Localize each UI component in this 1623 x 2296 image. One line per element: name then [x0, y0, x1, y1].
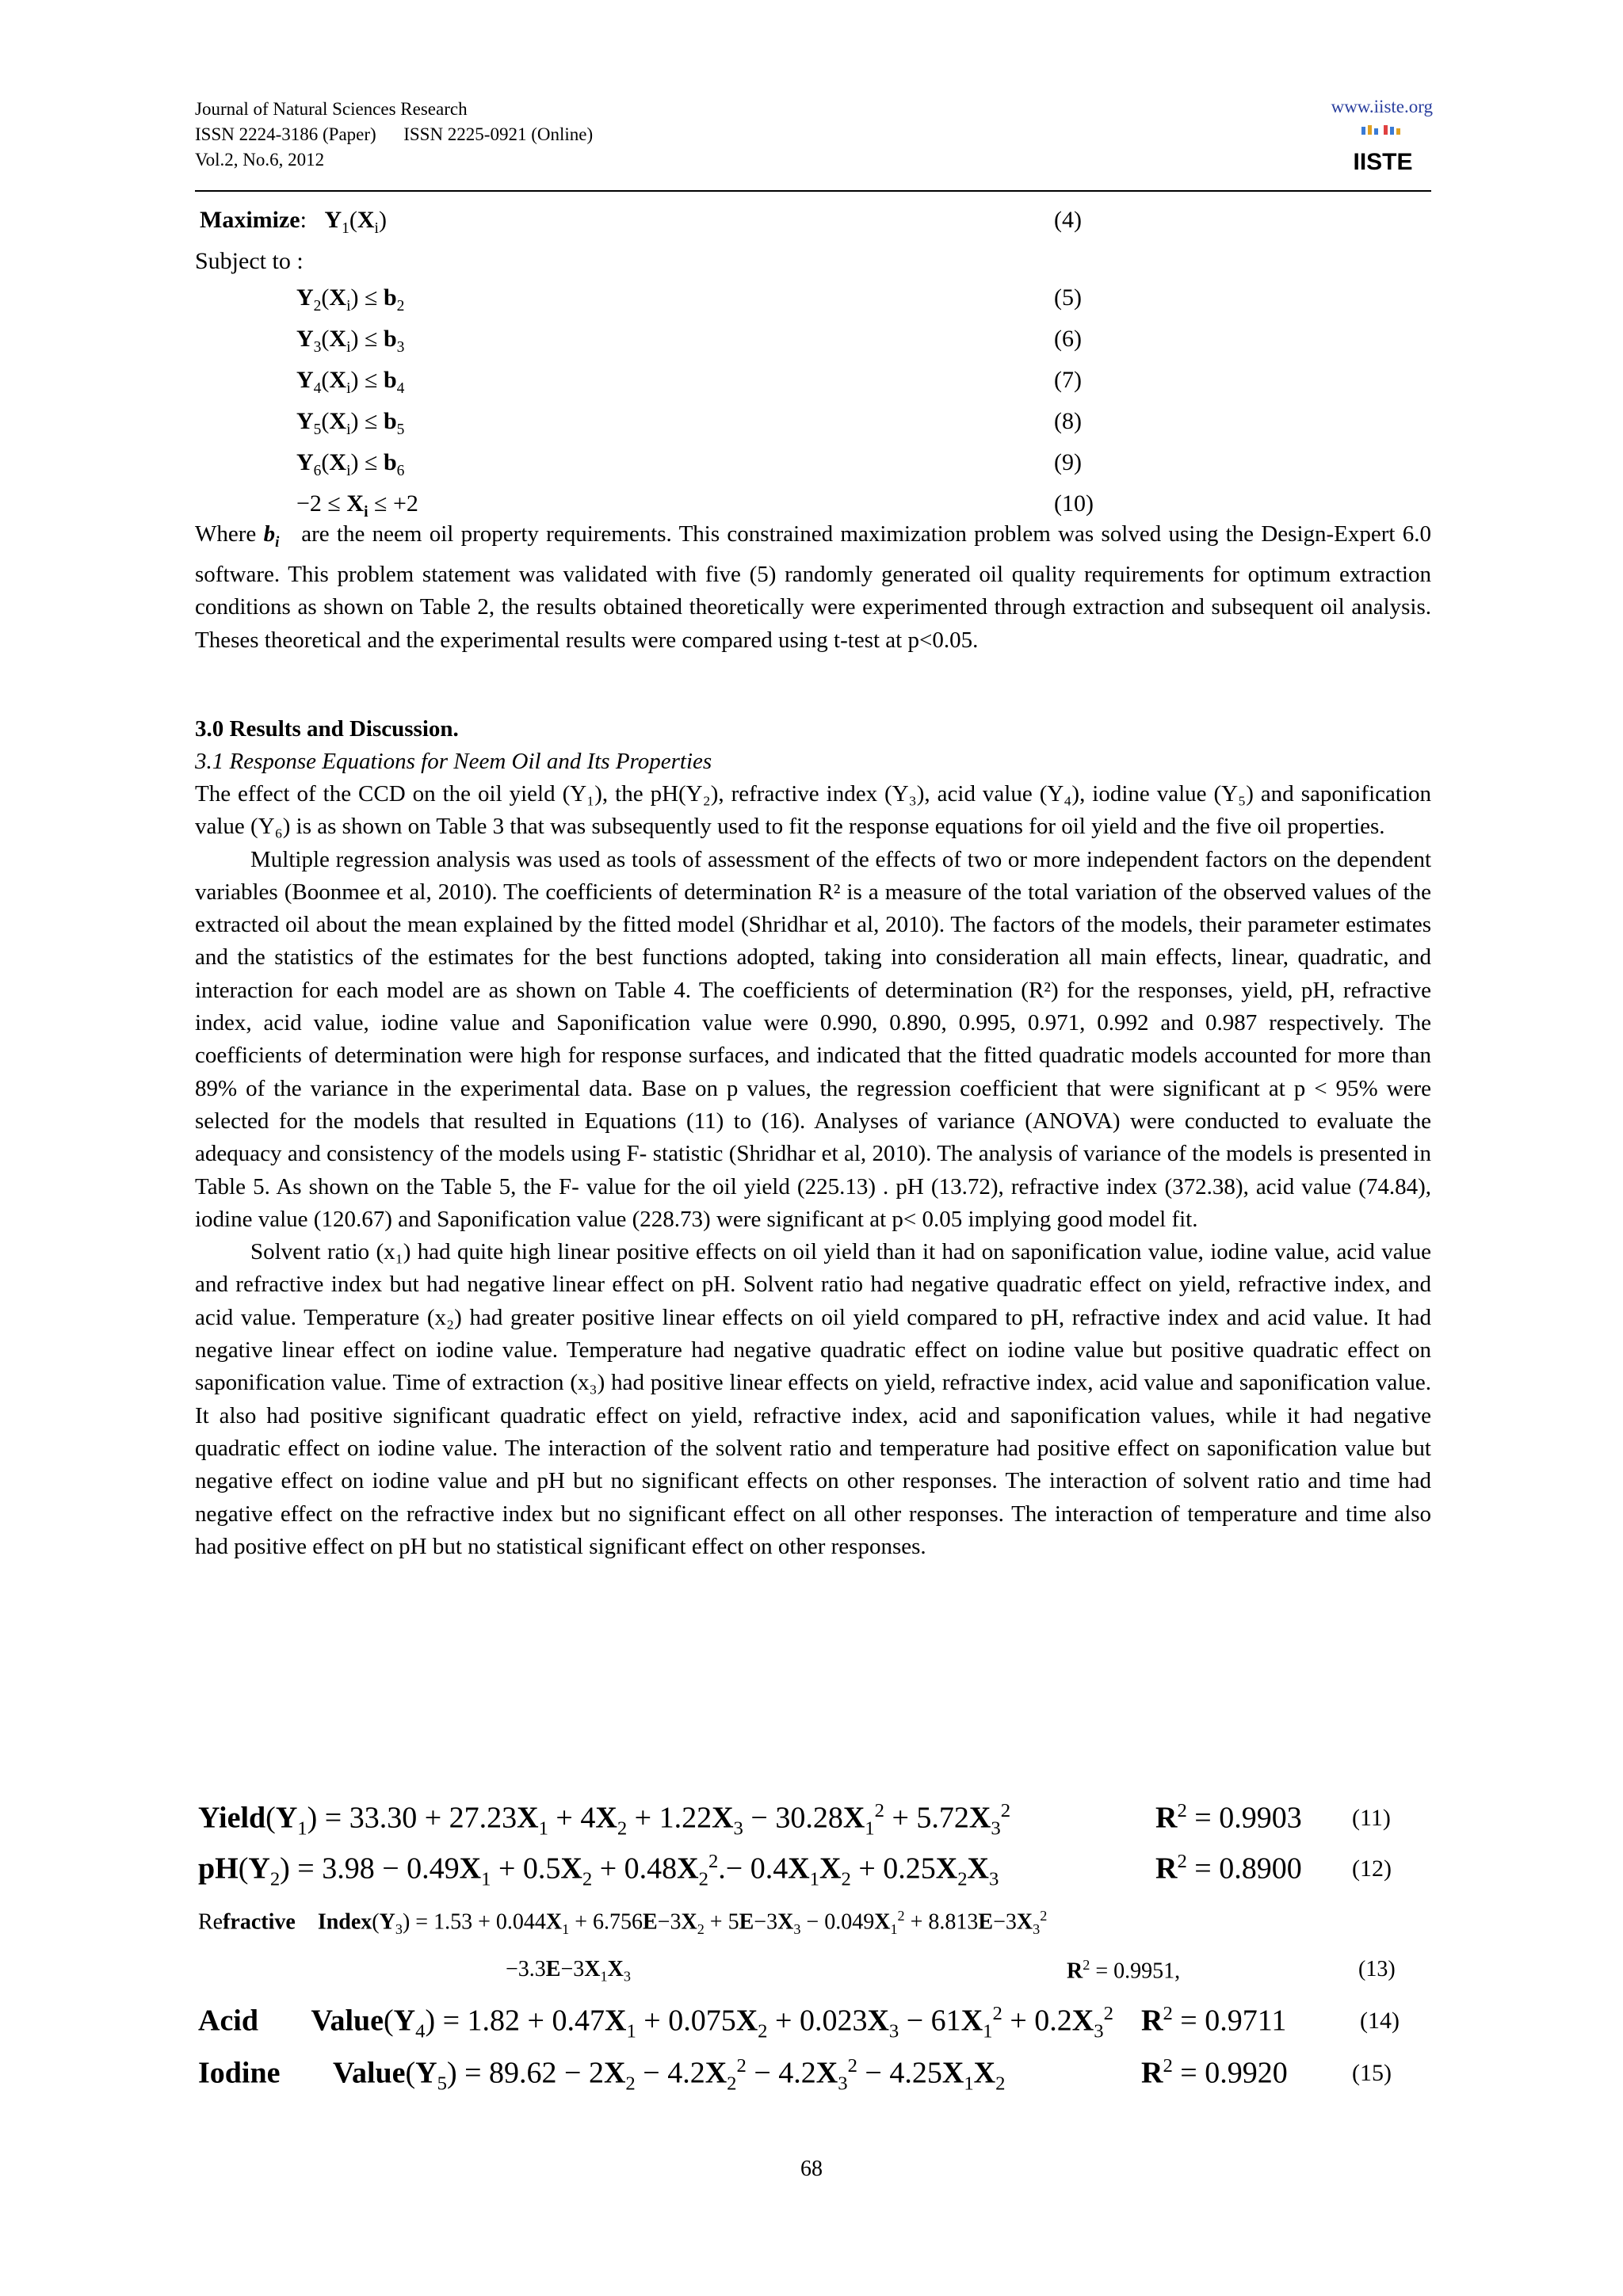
journal-header [195, 97, 593, 173]
constraint-y4: $Y_4(X_i) \le b_4$ (7) [296, 367, 1082, 397]
iiste-logo [1353, 124, 1413, 176]
section-title: 3.0 Results and Discussion. [195, 716, 459, 742]
paragraph-3: Solvent ratio (x₁) had quite high linear positive effects on oil yield than it had on saponification value, iodine value, acid value and refractive index but had negative linear effect on pH. Solvent ratio had negative quadratic effect on yield, refractive index, and acid value. Temperature (x₂) had greater positive linear effects on oil yield compared to pH, refractive index and acid value. It had negative linear effect on iodine value. Temperature had negative quadratic effect on iodine value but positive quadratic effect on saponification value. Time of extraction (x₃) had positive linear effects on yield, refractive index, acid value and saponification value. It also had positive significant quadratic effect on yield, refractive index, acid and saponification values, while it had negative quadratic effect on iodine value. The interaction of the solvent ratio and temperature had positive effect on saponification value but negative effect on iodine value and pH but no significant effects on other responses. The interaction of solvent ratio and time had negative effect on the refractive index but no significant effect on all other responses. The interaction of temperature and time also had positive effect on pH but no statistical significant effect on other responses. [195, 1239, 1431, 1559]
subsection-title: 3.1 Response Equations for Neem Oil and Its Properties [195, 749, 712, 774]
constraint-y3: $Y_3(X_i) \le b_3$ (6) [296, 326, 1082, 356]
subject-to-label: Subject to : [195, 248, 304, 274]
constraint-y2: $Y_2(X_i) \le b_2$ (5) [296, 284, 1082, 315]
constraint-xi-range: $-2 \le X_i \le +2$ (10) [296, 490, 1094, 521]
volume-info: Vol.2, No.6, 2012 [195, 150, 325, 170]
paragraph-2: Multiple regression analysis was used as tools of assessment of the effects of two or more independent factors on the dependent variables (Boonmee et al, 2010). The coefficients of determination R² is a measure of the total variation of the observed values of the extracted oil about the mean explained by the fitted model (Shridhar et al, 2010). The factors of the models, their parameter estimates and the statistics of the estimates for the best functions adopted, taking into consideration all main effects, linear, quadratic, and interaction for each model are as shown on Table 4. The coefficients of determination (R²) for the responses, yield, pH, refractive index, acid value, iodine value and Saponification value were 0.990, 0.890, 0.995, 0.971, 0.992 and 0.987 respectively. The coefficients of determination were high for response surfaces, and indicated that the fitted quadratic models accounted for more than 89% of the variance in the experimental data. Base on p values, the regression coefficient that were significant at p < 95% were selected for the models that resulted in Equations (11) to (16). Analyses of variance (ANOVA) were conducted to evaluate the adequacy and consistency of the models using F- statistic (Shridhar et al, 2010). The analysis of variance of the models is presented in Table 5. As shown on the Table 5, the F- value for the oil yield (225.13) . pH (13.72), refractive index (372.38), acid value (74.84), iodine value (120.67) and Saponification value (228.73) were significant at p< 0.05 implying good model fit. [195, 846, 1431, 1232]
paragraph-1: The effect of the CCD on the oil yield (Y₁), the pH(Y₂), refractive index (Y₃), acid value (Y₄), iodine value (Y₅) and saponification value (Y₆) is as shown on Table 3 that was subsequently used to fit the response equations for oil yield and the five oil properties. [195, 781, 1431, 840]
constraint-y5: $Y_5(X_i) \le b_5$ (8) [296, 408, 1082, 438]
equation-12: $pH(Y_2) = 3.98 - 0.49X_1 + 0.5X_2 + 0.48X_2^2.- 0.4X_1X_2 + 0.25X_2X_3$ $R^2 = 0.8900$ (12) [198, 1851, 1392, 1890]
equation-13: Refractive $Index(Y_3) = 1.53 + 0.044X_1 + 6.756E-3X_2 + 5E-3X_3 - 0.049X_1^2 + 8.813E-3X_3^2$ [198, 1908, 1048, 1937]
page-number: 68 [800, 2157, 823, 2181]
equation-15: Iodine $Value(Y_5) = 89.62 - 2X_2 - 4.2X_2^2 - 4.2X_3^2 - 4.25X_1X_2$ $R^2 = 0.9920$ (15) [198, 2055, 1392, 2095]
equation-11: $Yield(Y_1) = 33.30 + 27.23X_1 + 4X_2 + 1.22X_3 - 30.28X_1^2 + 5.72X_3^2$ $R^2 = 0.9903$ (11) [198, 1800, 1391, 1840]
issn-online: ISSN 2225-0921 (Online) [403, 124, 594, 144]
issn-paper: ISSN 2224-3186 (Paper) [195, 124, 376, 144]
journal-name: Journal of Natural Sciences Research [195, 99, 468, 119]
body-paragraphs [195, 778, 1431, 1563]
logo-wordmark: IISTE [1353, 149, 1413, 175]
where-paragraph: Where $b_i$ are the neem oil property requirements. This constrained maximization problem was solved using the Design-Expert 6.0 software. This problem statement was validated with five (5) randomly generated oil quality requirements for optimum extraction conditions as shown on Table 2, the results obtained theoretically were experimented through extraction and subsequent oil analysis. Theses theoretical and the experimental results were compared using t-test at p<0.05. [195, 521, 1432, 653]
equation-14: Acid $Value(Y_4) = 1.82 + 0.47X_1 + 0.075X_2 + 0.023X_3 - 61X_1^2 + 0.2X_3^2$ $R^2 = 0.9711$ (14) [198, 2003, 1400, 2042]
constraint-y6: $Y_6(X_i) \le b_6$ (9) [296, 449, 1082, 479]
header-rule [195, 190, 1431, 192]
equation-13-cont: $-3.3E-3X_1X_3$ $R^2 = 0.9951$, (13) [506, 1957, 1396, 1985]
optimization-problem [195, 200, 1431, 524]
objective-row: Maximize: $Y_1(X_i)$ (4) [200, 207, 1082, 237]
issn-line [195, 122, 593, 147]
website-link[interactable]: www.iiste.org [1331, 97, 1433, 116]
